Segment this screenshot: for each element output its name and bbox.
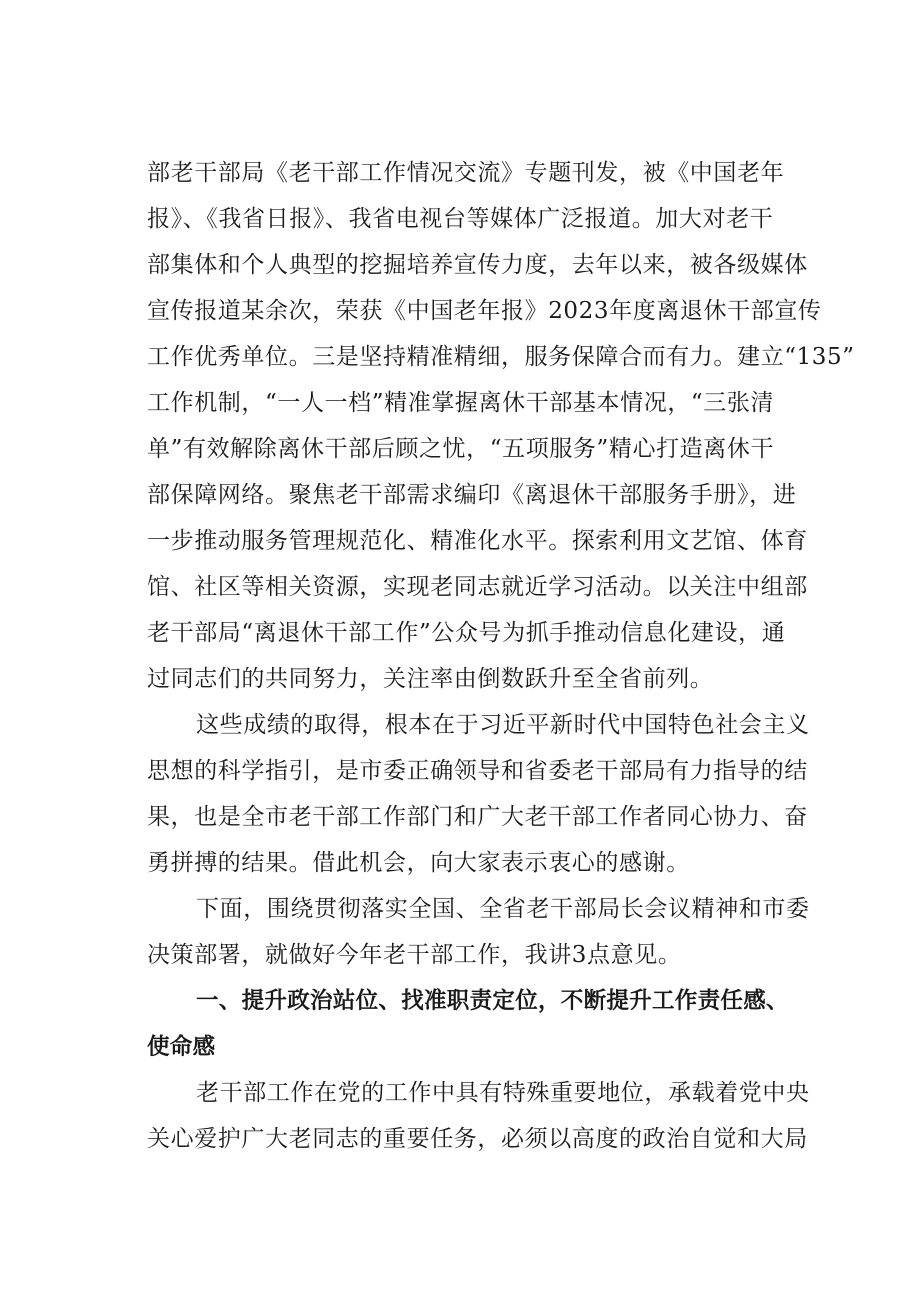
paragraph-4-line: 老干部工作在党的工作中具有特殊重要地位，承载着党中央 <box>196 1080 810 1106</box>
paragraph-1-line: 部集体和个人典型的挖掘培养宣传力度，去年以来，被各级媒体 <box>147 252 808 278</box>
paragraph-3-line: 下面，围绕贯彻落实全国、全省老干部局长会议精神和市委 <box>196 896 810 922</box>
paragraph-1-line: 报》、《我省日报》、我省电视台等媒体广泛报道。加大对老干 <box>147 206 774 232</box>
paragraph-2-line: 果，也是全市老干部工作部门和广大老干部工作者同心协力、奋 <box>147 804 808 830</box>
section-heading-line: 一、提升政治站位、找准职责定位，不断提升工作责任感、 <box>196 988 789 1014</box>
paragraph-1-line: 工作机制，“一人一档”精准掌握离休干部基本情况，“三张清 <box>147 390 775 416</box>
paragraph-1-line: 一步推动服务管理规范化、精准化水平。探索利用文艺馆、体育 <box>147 528 808 554</box>
paragraph-1-line: 部老干部局《老干部工作情况交流》专题刊发，被《中国老年 <box>147 160 785 186</box>
section-heading-line: 使命感 <box>147 1034 216 1060</box>
paragraph-1-line: 馆、社区等相关资源，实现老同志就近学习活动。以关注中组部 <box>147 574 808 600</box>
paragraph-2-line: 思想的科学指引，是市委正确领导和省委老干部局有力指导的结 <box>147 758 808 784</box>
paragraph-3-line: 决策部署，就做好今年老干部工作，我讲3点意见。 <box>147 942 682 968</box>
paragraph-1-line: 单”有效解除离休干部后顾之忧，“五项服务”精心打造离休干 <box>147 436 775 462</box>
paragraph-2-line: 这些成绩的取得，根本在于习近平新时代中国特色社会主义 <box>196 712 810 738</box>
paragraph-1-line: 宣传报道某余次，荣获《中国老年报》2023年度离退休干部宣传 <box>147 298 822 324</box>
paragraph-1-line: 工作优秀单位。三是坚持精准精细，服务保障合而有力。建立“135” <box>147 344 855 370</box>
paragraph-1-line: 部保障网络。聚焦老干部需求编印《离退休干部服务手册》，进 <box>147 482 797 508</box>
paragraph-2-line: 勇拼搏的结果。借此机会，向大家表示衷心的感谢。 <box>147 850 690 876</box>
paragraph-1-line: 过同志们的共同努力，关注率由倒数跃升至全省前列。 <box>147 666 714 692</box>
paragraph-1-line: 老干部局“离退休干部工作”公众号为抓手推动信息化建设，通 <box>147 620 786 646</box>
paragraph-4-line: 关心爱护广大老同志的重要任务，必须以高度的政治自觉和大局 <box>147 1126 808 1152</box>
